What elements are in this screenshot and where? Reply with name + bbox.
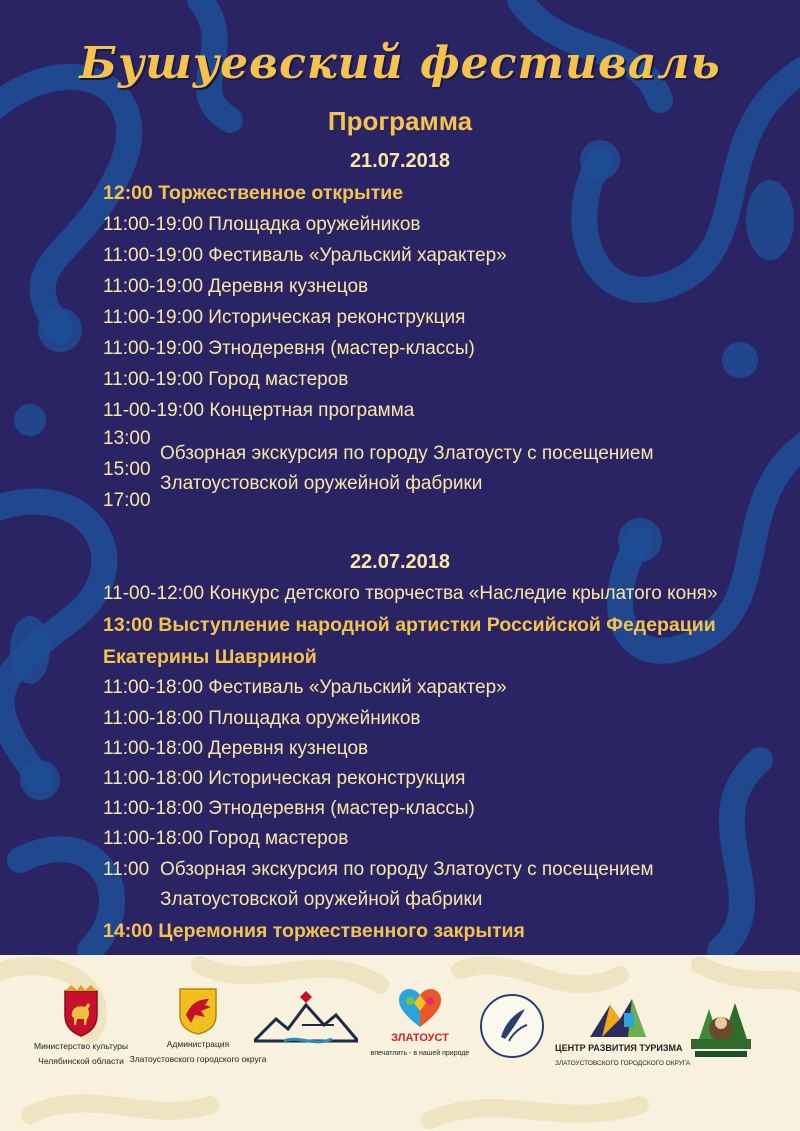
- zlatoust-heart-logo-icon: [396, 985, 444, 1029]
- logo-caption: Златоустовского городского округа: [129, 1054, 267, 1064]
- day2-item: 11:00-18:00 Фестиваль «Уральский характер»: [103, 677, 507, 698]
- day2-performance: 13:00 Выступление народной артистки Российской Федерации: [103, 614, 716, 636]
- uralsky-harakter-logo-icon: [685, 989, 757, 1061]
- day1-opening: 12:00 Торжественное открытие: [103, 182, 404, 204]
- day2-closing: 14:00 Церемония торжественного закрытия: [103, 920, 525, 942]
- day1-date: 21.07.2018: [349, 150, 451, 172]
- day2-date: 22.07.2018: [349, 551, 451, 573]
- logo-caption: Министерство культуры: [33, 1041, 128, 1051]
- day1-tour-time: 17:00: [103, 490, 151, 511]
- festival-title: Бушуевский фестиваль: [79, 38, 721, 89]
- tourism-center-logo-icon: [588, 991, 648, 1039]
- logo-mountains: [252, 991, 360, 1051]
- day1-item: 11:00-19:00 Этнодеревня (мастер-классы): [103, 338, 475, 359]
- day2-contest: 11-00-12:00 Конкурс детского творчества «Наследие крылатого коня»: [103, 583, 718, 604]
- logo-caption: впечатлить - в нашей природе: [370, 1050, 470, 1057]
- day2-item: 11:00-18:00 Деревня кузнецов: [103, 738, 369, 759]
- program-heading: Программа: [327, 106, 473, 136]
- logo-ministry-culture: [22, 985, 140, 1067]
- mountains-logo-icon: [254, 991, 358, 1051]
- day2-item: 11:00-18:00 Этнодеревня (мастер-классы): [103, 798, 475, 819]
- logo-caption: Челябинской области: [38, 1056, 124, 1066]
- logo-caption: ЗЛАТОУСТОВСКОГО ГОРОДСКОГО ОКРУГА: [555, 1060, 691, 1067]
- day1-item: 11-00-19:00 Концертная программа: [103, 400, 415, 421]
- day1-item: 11:00-19:00 Историческая реконструкция: [103, 307, 466, 328]
- day2-item: 11:00-18:00 Историческая реконструкция: [103, 768, 466, 789]
- logo-caption: Администрация: [166, 1039, 230, 1049]
- day2-tour-description-2: Златоустовской оружейной фабрики: [160, 889, 483, 910]
- logo-caption: ЗЛАТОУСТ: [391, 1032, 449, 1044]
- day1-item: 11:00-19:00 Деревня кузнецов: [103, 276, 369, 297]
- coat-of-arms-chelyabinsk-icon: [61, 985, 101, 1037]
- day2-tour-description: Обзорная экскурсия по городу Златоусту с посещением: [160, 859, 654, 880]
- day2-item: 11:00-18:00 Город мастеров: [103, 828, 349, 849]
- logo-tourism-center: [555, 991, 691, 1069]
- logo-administration: [128, 985, 268, 1065]
- day1-item: 11:00-19:00 Город мастеров: [103, 369, 349, 390]
- logo-culture-department: [474, 993, 550, 1059]
- logo-uralsky-harakter: [676, 989, 766, 1061]
- day1-item: 11:00-19:00 Фестиваль «Уральский характер»: [103, 245, 507, 266]
- logo-caption: ЦЕНТР РАЗВИТИЯ ТУРИЗМА: [555, 1043, 683, 1053]
- day2-performer-name: Екатерины Шавриной: [103, 646, 317, 668]
- day1-tour-time: 13:00: [103, 428, 151, 449]
- partners-footer: [0, 955, 800, 1131]
- day2-item: 11:00-18:00 Площадка оружейников: [103, 708, 421, 729]
- culture-department-logo-icon: [479, 993, 545, 1059]
- day1-tour-description-2: Златоустовской оружейной фабрики: [160, 473, 483, 494]
- day2-tour-time: 11:00: [103, 859, 150, 880]
- day1-item: 11:00-19:00 Площадка оружейников: [103, 214, 421, 235]
- logo-zlatoust: [365, 985, 475, 1059]
- day1-tour-time: 15:00: [103, 459, 151, 480]
- day1-tour-description: Обзорная экскурсия по городу Златоусту с посещением: [160, 443, 654, 464]
- coat-of-arms-zlatoust-icon: [177, 985, 219, 1035]
